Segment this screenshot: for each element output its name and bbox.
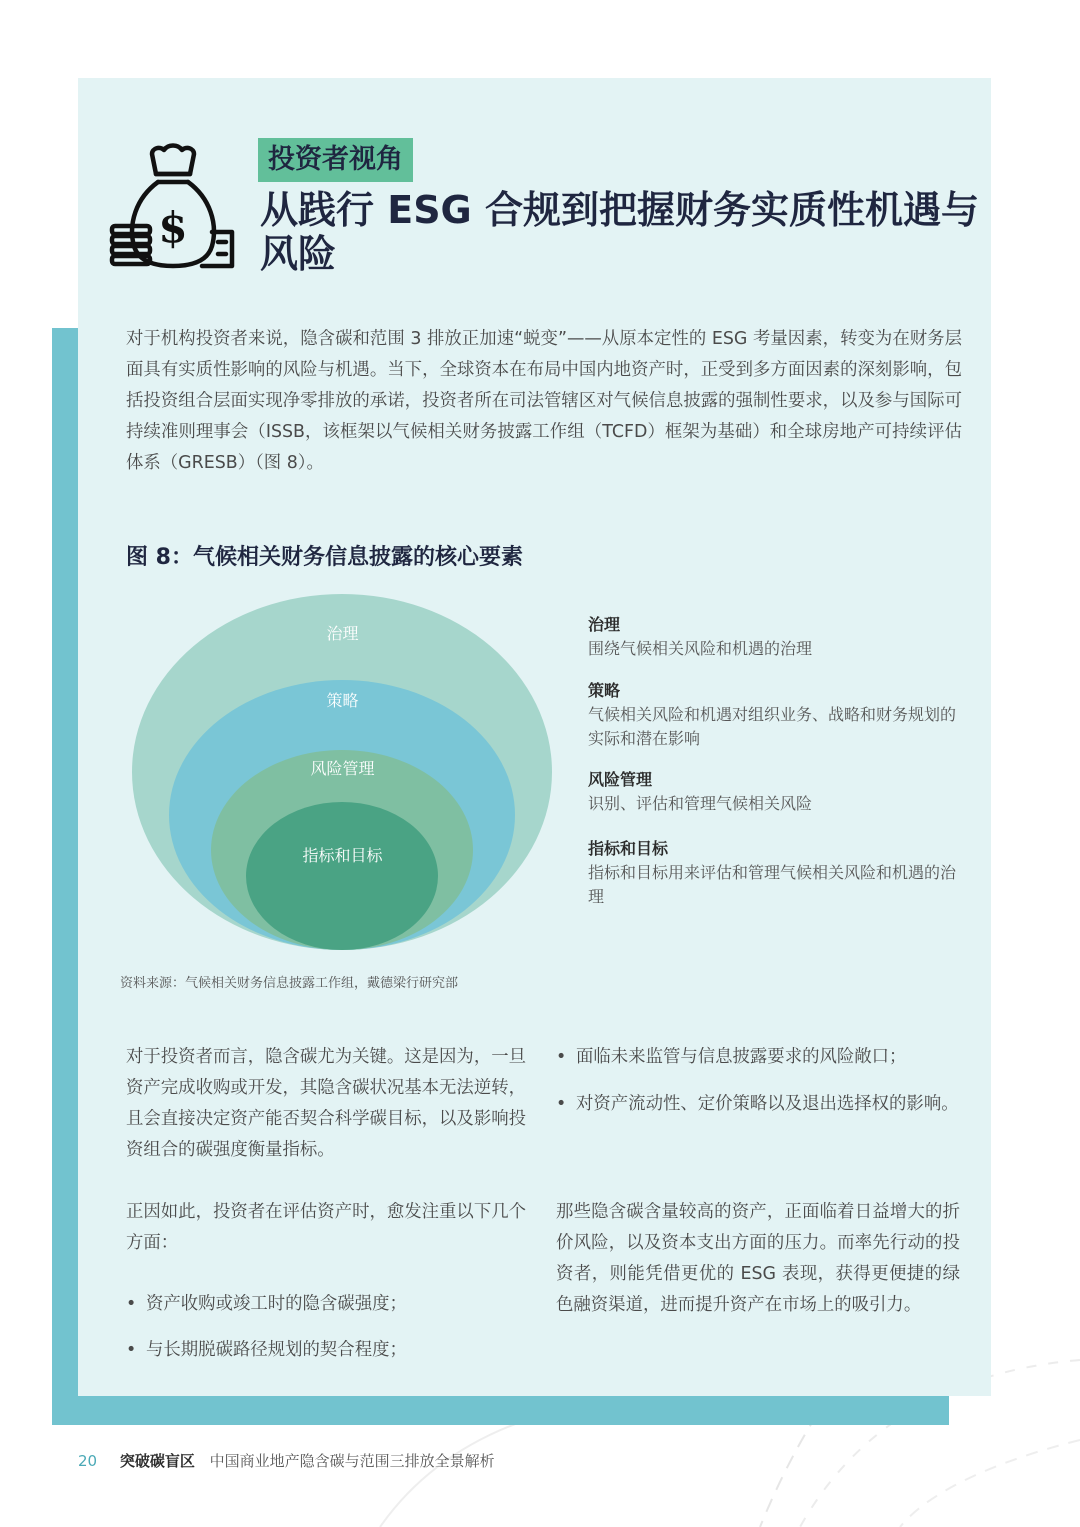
ring-label-risk-management: 风险管理 bbox=[310, 759, 375, 778]
ring-label-metrics-targets: 指标和目标 bbox=[302, 846, 383, 865]
bullet-text: 对资产流动性、定价策略以及退出选择权的影响。 bbox=[576, 1094, 959, 1114]
page-title: 从践行 ESG 合规到把握财务实质性机遇与风险 bbox=[260, 188, 979, 276]
legend-item-governance bbox=[588, 613, 958, 661]
figure-source: 资料来源：气候相关财务信息披露工作组，戴德梁行研究部 bbox=[120, 976, 459, 991]
legend-title: 治理 bbox=[588, 615, 621, 634]
report-subtitle: 中国商业地产隐含碳与范围三排放全景解析 bbox=[209, 1452, 495, 1470]
page-number: 20 bbox=[78, 1452, 98, 1470]
money-bag-icon bbox=[106, 142, 240, 274]
list-item bbox=[556, 1042, 960, 1073]
bullet-text: 资产收购或竣工时的隐含碳强度； bbox=[146, 1294, 407, 1314]
intro-paragraph: 对于机构投资者来说，隐含碳和范围 3 排放正加速“蜕变”——从原本定性的 ESG 考量因素，转变为在财务层面具有实质性影响的风险与机遇。当下，全球资本在布局中国内地资产时，正受到多方面因素的深刻影响，包括投资组合层面实现净零排放的承诺，投资者所在司法管辖区对气候信息披露的强制性要求，以及参与国际可持续准则理事会（ISSB，该框架以气候相关财务披露工作组（TCFD）框架为基础）和全球房地产可持续评估体系（GRESB）（图 8）。 bbox=[126, 329, 962, 473]
bullet-text: 面临未来监管与信息披露要求的风险敞口； bbox=[576, 1047, 907, 1067]
legend-desc: 指标和目标用来评估和管理气候相关风险和机遇的治理 bbox=[588, 863, 957, 906]
right-paragraph: 那些隐含碳含量较高的资产，正面临着日益增大的折价风险，以及资本支出方面的压力。而率先行动的投资者，则能凭借更优的 ESG 表现，获得更便捷的绿色融资渠道，进而提升资产在市场上的吸引力。 bbox=[556, 1202, 960, 1315]
bullet-dot: • bbox=[126, 1294, 137, 1314]
legend-item-metrics-targets bbox=[588, 837, 958, 909]
legend-desc: 围绕气候相关风险和机遇的治理 bbox=[588, 639, 813, 658]
legend-item-risk-management bbox=[588, 768, 958, 816]
list-item bbox=[126, 1335, 531, 1366]
list-item bbox=[126, 1289, 531, 1320]
ring-metrics-targets bbox=[246, 802, 438, 950]
ring-label-governance: 治理 bbox=[326, 624, 359, 643]
figure-title: 图 8：气候相关财务信息披露的核心要素 bbox=[126, 545, 523, 570]
legend-title: 风险管理 bbox=[588, 770, 653, 789]
legend-desc: 气候相关风险和机遇对组织业务、战略和财务规划的实际和潜在影响 bbox=[588, 705, 957, 748]
bullet-text: 与长期脱碳路径规划的契合程度； bbox=[146, 1340, 407, 1360]
svg-text:$: $ bbox=[158, 203, 188, 252]
report-brand: 突破碳盲区 bbox=[119, 1452, 195, 1470]
page-footer bbox=[78, 1450, 495, 1471]
legend-desc: 识别、评估和管理气候相关风险 bbox=[588, 794, 813, 813]
bullet-dot: • bbox=[556, 1047, 567, 1067]
ring-label-strategy: 策略 bbox=[326, 691, 359, 710]
section-tag: 投资者视角 bbox=[258, 138, 413, 182]
left-paragraph-2: 正因如此，投资者在评估资产时，愈发注重以下几个方面： bbox=[126, 1202, 526, 1253]
list-item bbox=[556, 1089, 960, 1120]
left-paragraph-1: 对于投资者而言，隐含碳尤为关键。这是因为，一旦资产完成收购或开发，其隐含碳状况基本无法逆转，且会直接决定资产能否契合科学碳目标，以及影响投资组合的碳强度衡量指标。 bbox=[126, 1047, 526, 1160]
bullet-dot: • bbox=[126, 1340, 137, 1360]
legend-item-strategy bbox=[588, 679, 958, 751]
legend-title: 指标和目标 bbox=[588, 839, 669, 858]
bullet-dot: • bbox=[556, 1094, 567, 1114]
legend-title: 策略 bbox=[588, 681, 621, 700]
